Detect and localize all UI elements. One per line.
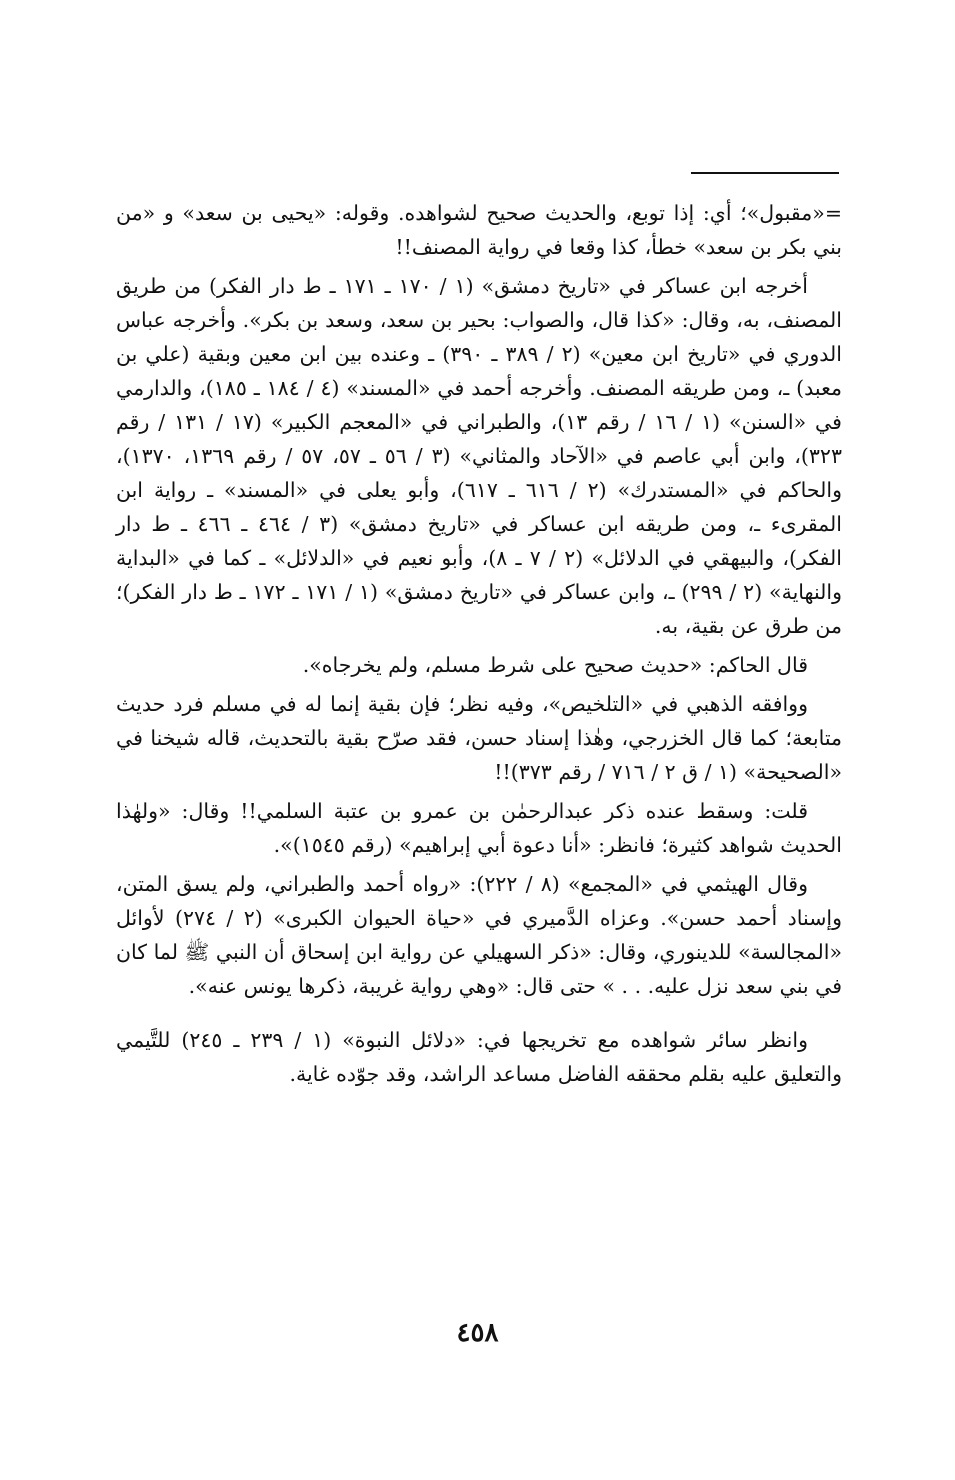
footnote-separator-line [691, 172, 839, 174]
footnote-paragraph-continuation: =«مقبول»؛ أي: إذا توبع، والحديث صحيح لشواهده. وقوله: «يحيى بن سعد» و «من بني بكر بن سعد» خطأ، كذا وقعا في رواية المصنف!! [116, 201, 842, 259]
footnote-text-block [116, 196, 842, 1096]
footnote-paragraph-see-also: وانظر سائر شواهده مع تخريجها في: «دلائل النبوة» (١ / ٢٣٩ ـ ٢٤٥) للتَّيمي والتعليق عليه بقلم محققه الفاضل مساعد الراشد، وقد جوّده غاية. [116, 1028, 842, 1086]
footnote-paragraph-hakim: قال الحاكم: «حديث صحيح على شرط مسلم، ولم يخرجاه». [302, 653, 808, 677]
footnote-paragraph-takhrij: أخرجه ابن عساكر في «تاريخ دمشق» (١ / ١٧٠ ـ ١٧١ ـ ط دار الفكر) من طريق المصنف، به، وقال: «كذا قال، والصواب: بحير بن سعد، وسعد بن بكر». وأخرجه عباس الدوري في «تاريخ ابن معين» (٢ / ٣٨٩ ـ ٣٩٠) ـ وعنده بين ابن معين وبقية (علي بن معبد) ـ، ومن طريقه المصنف. وأخرجه أحمد في «المسند» (٤ / ١٨٤ ـ ١٨٥)، والدارمي في «السنن» (١ / ١٦ / رقم ١٣)، والطبراني في «المعجم الكبير» (١٧ / ١٣١ / رقم ٣٢٣)، وابن أبي عاصم في «الآحاد والمثاني» (٣ / ٥٦ ـ ٥٧، ٥٧ / رقم ١٣٦٩، ١٣٧٠)، والحاكم في «المستدرك» (٢ / ٦١٦ ـ ٦١٧)، وأبو يعلى في «المسند» ـ رواية ابن المقرىء ـ، ومن طريقه ابن عساكر في «تاريخ دمشق» (٣ / ٤٦٤ ـ ٤٦٦ ـ ط دار الفكر)، والبيهقي في الدلائل» (٢ / ٧ ـ ٨)، وأبو نعيم في «الدلائل» ـ كما في «البداية والنهاية» (٢ / ٢٩٩) ـ، وابن عساكر في «تاريخ دمشق» (١ / ١٧١ ـ ١٧٢ ـ ط دار الفكر)؛ من طرق عن بقية، به. [116, 274, 842, 638]
footnote-paragraph-haythami: وقال الهيثمي في «المجمع» (٨ / ٢٢٢): «رواه أحمد والطبراني، ولم يسق المتن، وإسناد أحمد حسن». وعزاه الدَّميري في «حياة الحيوان الكبرى» (٢ / ٢٧٤) لأوائل «المجالسة» للدينوري، وقال: «ذكر السهيلي عن رواية ابن إسحاق أن النبي ﷺ لما كان في بني سعد نزل عليه. . . » حتى قال: «وهي رواية غريبة، ذكرها يونس عنه». [116, 872, 842, 998]
footnote-paragraph-note: قلت: وسقط عنده ذكر عبدالرحمٰن بن عمرو بن عتبة السلمي!! وقال: «ولهٰذا الحديث شواهد كثيرة؛ فانظر: «أنا دعوة أبي إبراهيم» (رقم ١٥٤٥)». [116, 799, 842, 857]
footnote-paragraph-dhahabi: ووافقه الذهبي في «التلخيص»، وفيه نظر؛ فإن بقية إنما له في مسلم فرد حديث متابعة؛ كما قال الخزرجي، وهٰذا إسناد حسن، فقد صرّح بقية بالتحديث، قاله شيخنا في «الصحيحة» (١ / ق ٢ / ٧١٦ / رقم ٣٧٣)!! [116, 692, 842, 784]
page-number: ٤٥٨ [456, 1318, 499, 1348]
